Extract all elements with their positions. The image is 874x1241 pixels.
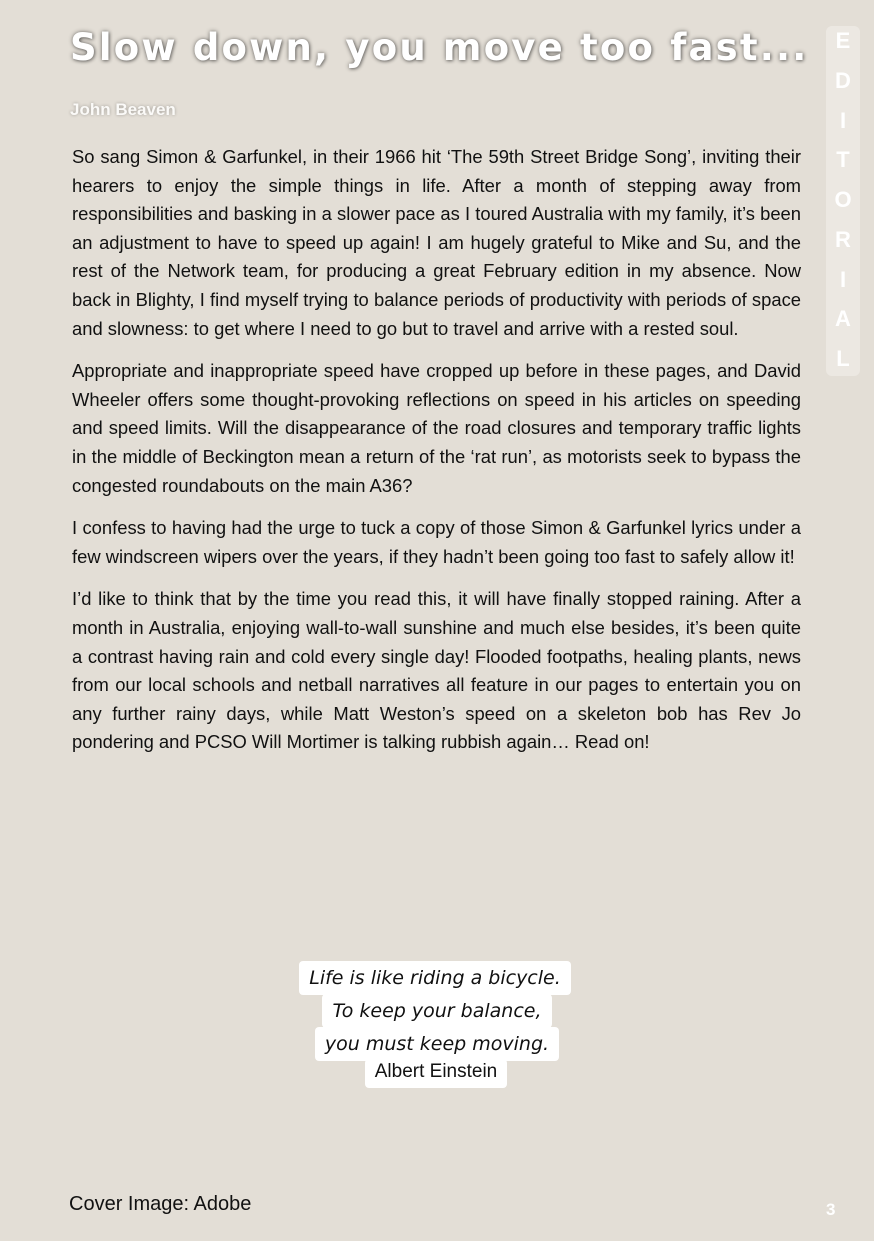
section-tab-letter: I [839, 266, 847, 292]
article-paragraph: Appropriate and inappropriate speed have cropped up before in these pages, and David Wheeler offers some thought-provoking reflections on speed in his articles on speeding and speed limits. Will the disappearance of the road closures and temporary traffic lights in the middle of Beckington mean a return of the ‘rat run’, as motorists seek to bypass the congested roundabouts on the main A36? [72, 360, 801, 496]
quote-line: Life is like riding a bicycle. [299, 961, 571, 995]
article-paragraph: So sang Simon & Garfunkel, in their 1966 hit ‘The 59th Street Bridge Song’, inviting their hearers to enjoy the simple things in life. After a month of stepping away from responsibilities and basking in a slower pace as I toured Australia with my family, it’s been an adjustment to have to speed up again! I am hugely grateful to Mike and Su, and the rest of the Network team, for producing a great February edition in my absence. Now back in Blighty, I find myself trying to balance periods of productivity with periods of space and slowness: to get where I need to go but to travel and arrive with a rested soul. [72, 146, 801, 339]
section-tab-letter: T [836, 147, 850, 173]
article-paragraph: I confess to having had the urge to tuck a copy of those Simon & Garfunkel lyrics under a few windscreen wipers over the years, if they hadn’t been going too fast to safely allow it! [72, 517, 801, 567]
section-tab-letter: A [835, 306, 851, 332]
page-number: 3 [826, 1200, 836, 1219]
section-tab-letter: I [839, 107, 847, 133]
section-tab-letter: R [835, 226, 851, 252]
section-tab-letter: D [835, 67, 851, 93]
section-tab-letter: E [835, 28, 851, 53]
section-tab-letter: O [834, 187, 852, 212]
quote-attribution: Albert Einstein [365, 1059, 508, 1088]
author-byline: John Beaven [70, 100, 176, 119]
page-title: Slow down, you move too fast... [70, 26, 809, 69]
quote-line: To keep your balance, [322, 994, 551, 1028]
quote-line: you must keep moving. [315, 1027, 559, 1061]
section-tab-letter: L [836, 346, 850, 371]
section-tab-editorial [826, 26, 860, 376]
article-paragraph: I’d like to think that by the time you read this, it will have finally stopped raining. After a month in Australia, enjoying wall-to-wall sunshine and much else besides, it’s been quite a contrast having rain and cold every single day! Flooded footpaths, healing plants, news from our local schools and netball narratives all feature in our pages to entertain you on any further rainy days, while Matt Weston’s speed on a skeleton bob has Rev Jo pondering and PCSO Will Mortimer is talking rubbish again… Read on! [72, 588, 801, 753]
pull-quote [0, 962, 874, 1088]
article-body [72, 143, 801, 771]
cover-image-credit: Cover Image: Adobe [69, 1193, 252, 1215]
